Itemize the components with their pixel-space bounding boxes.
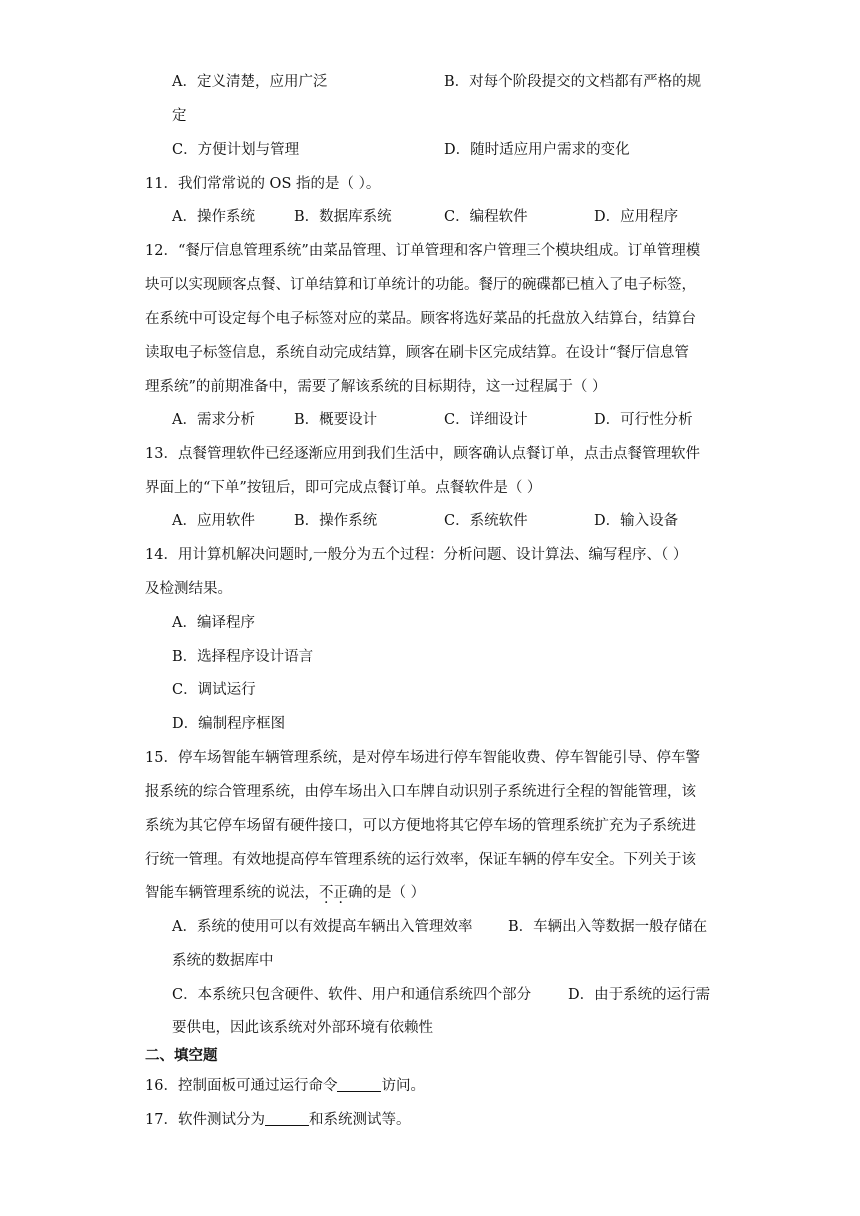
answer-blank[interactable]: [337, 1077, 381, 1092]
q15-option-b-continued: 系统的数据库中: [172, 953, 274, 969]
q15-stem-line: 15．停车场智能车辆管理系统，是对停车场进行停车智能收费、停车智能引导、停车警: [145, 750, 700, 766]
q16-prefix: 16．控制面板可通过运行命令: [145, 1078, 338, 1094]
q16-line: [145, 1076, 425, 1096]
q10-option-c: C．方便计划与管理: [172, 142, 300, 158]
q15-option-d-continued: 要供电，因此该系统对外部环境有依赖性: [172, 1020, 433, 1036]
q12-option-a: A．需求分析: [172, 412, 255, 428]
q11-option-b: B．数据库系统: [294, 209, 392, 225]
q12-stem-line: 理系统”的前期准备中，需要了解该系统的目标期待，这一过程属于（ ）: [145, 379, 607, 395]
q13-stem-line: 界面上的“下单”按钮后，即可完成点餐订单。点餐软件是（ ）: [145, 480, 542, 496]
q15-stem-line: 系统为其它停车场留有硬件接口，可以方便地将其它停车场的管理系统扩充为子系统进: [145, 818, 696, 834]
q13-option-d: D．输入设备: [594, 513, 679, 529]
q15-option-c: C．本系统只包含硬件、软件、用户和通信系统四个部分: [172, 987, 532, 1003]
q14-option-b: B．选择程序设计语言: [172, 649, 314, 665]
q12-option-c: C．详细设计: [444, 412, 528, 428]
q10-option-a: A．定义清楚，应用广泛: [172, 74, 328, 90]
q10-option-b: B．对每个阶段提交的文档都有严格的规: [444, 74, 702, 90]
q13-option-b: B．操作系统: [294, 513, 378, 529]
q11-option-a: A．操作系统: [172, 209, 255, 225]
q15-stem-last-line: [145, 883, 425, 903]
q13-option-a: A．应用软件: [172, 513, 255, 529]
q13-option-c: C．系统软件: [444, 513, 528, 529]
q12-stem-line: 12．“餐厅信息管理系统”由菜品管理、订单管理和客户管理三个模块组成。订单管理模: [145, 243, 701, 259]
q15-option-d: D．由于系统的运行需: [568, 987, 711, 1003]
q10-option-d: D．随时适应用户需求的变化: [444, 142, 630, 158]
q15-option-b: B．车辆出入等数据一般存储在: [508, 919, 708, 935]
q15-emphasis-char: 正: [333, 885, 348, 901]
q11-option-d: D．应用程序: [594, 209, 679, 225]
q14-option-d: D．编制程序框图: [172, 716, 286, 732]
q12-stem-line: 块可以实现顾客点餐、订单结算和订单统计的功能。餐厅的碗碟都已植入了电子标签，: [145, 277, 696, 293]
section-title: 二、填空题: [145, 1048, 218, 1064]
answer-blank[interactable]: [265, 1111, 309, 1126]
q11-stem: 11．我们常常说的 OS 指的是（ ）。: [145, 176, 381, 192]
q15-stem-line: 行统一管理。有效地提高停车管理系统的运行效率，保证车辆的停车安全。下列关于该: [145, 852, 696, 868]
q12-option-d: D．可行性分析: [594, 412, 693, 428]
q14-stem-line: 及检测结果。: [145, 581, 232, 597]
q12-option-b: B．概要设计: [294, 412, 378, 428]
q14-stem-line: 14．用计算机解决问题时,一般分为五个过程：分析问题、设计算法、编写程序、（ ）: [145, 547, 688, 563]
q17-line: [145, 1110, 410, 1130]
q15-option-a: A．系统的使用可以有效提高车辆出入管理效率: [172, 919, 473, 935]
q13-stem-line: 13．点餐管理软件已经逐渐应用到我们生活中，顾客确认点餐订单，点击点餐管理软件: [145, 446, 700, 462]
q14-option-a: A．编译程序: [172, 615, 255, 631]
q15-stem-prefix: 智能车辆管理系统的说法，: [145, 885, 319, 901]
q16-suffix: 访问。: [381, 1078, 425, 1094]
q15-emphasis-char: 不: [319, 885, 334, 901]
q10-option-b-continued: 定: [172, 108, 187, 124]
q12-stem-line: 读取电子标签信息，系统自动完成结算，顾客在刷卡区完成结算。在设计“餐厅信息管: [145, 345, 689, 361]
q15-stem-line: 报系统的综合管理系统，由停车场出入口车牌自动识别子系统进行全程的智能管理，该: [145, 784, 696, 800]
q17-suffix: 和系统测试等。: [308, 1112, 411, 1128]
q11-option-c: C．编程软件: [444, 209, 528, 225]
q14-option-c: C．调试运行: [172, 682, 256, 698]
q17-prefix: 17．软件测试分为: [145, 1112, 265, 1128]
q12-stem-line: 在系统中可设定每个电子标签对应的菜品。顾客将选好菜品的托盘放入结算台，结算台: [145, 311, 696, 327]
q15-stem-suffix: 确的是（ ）: [348, 885, 426, 901]
